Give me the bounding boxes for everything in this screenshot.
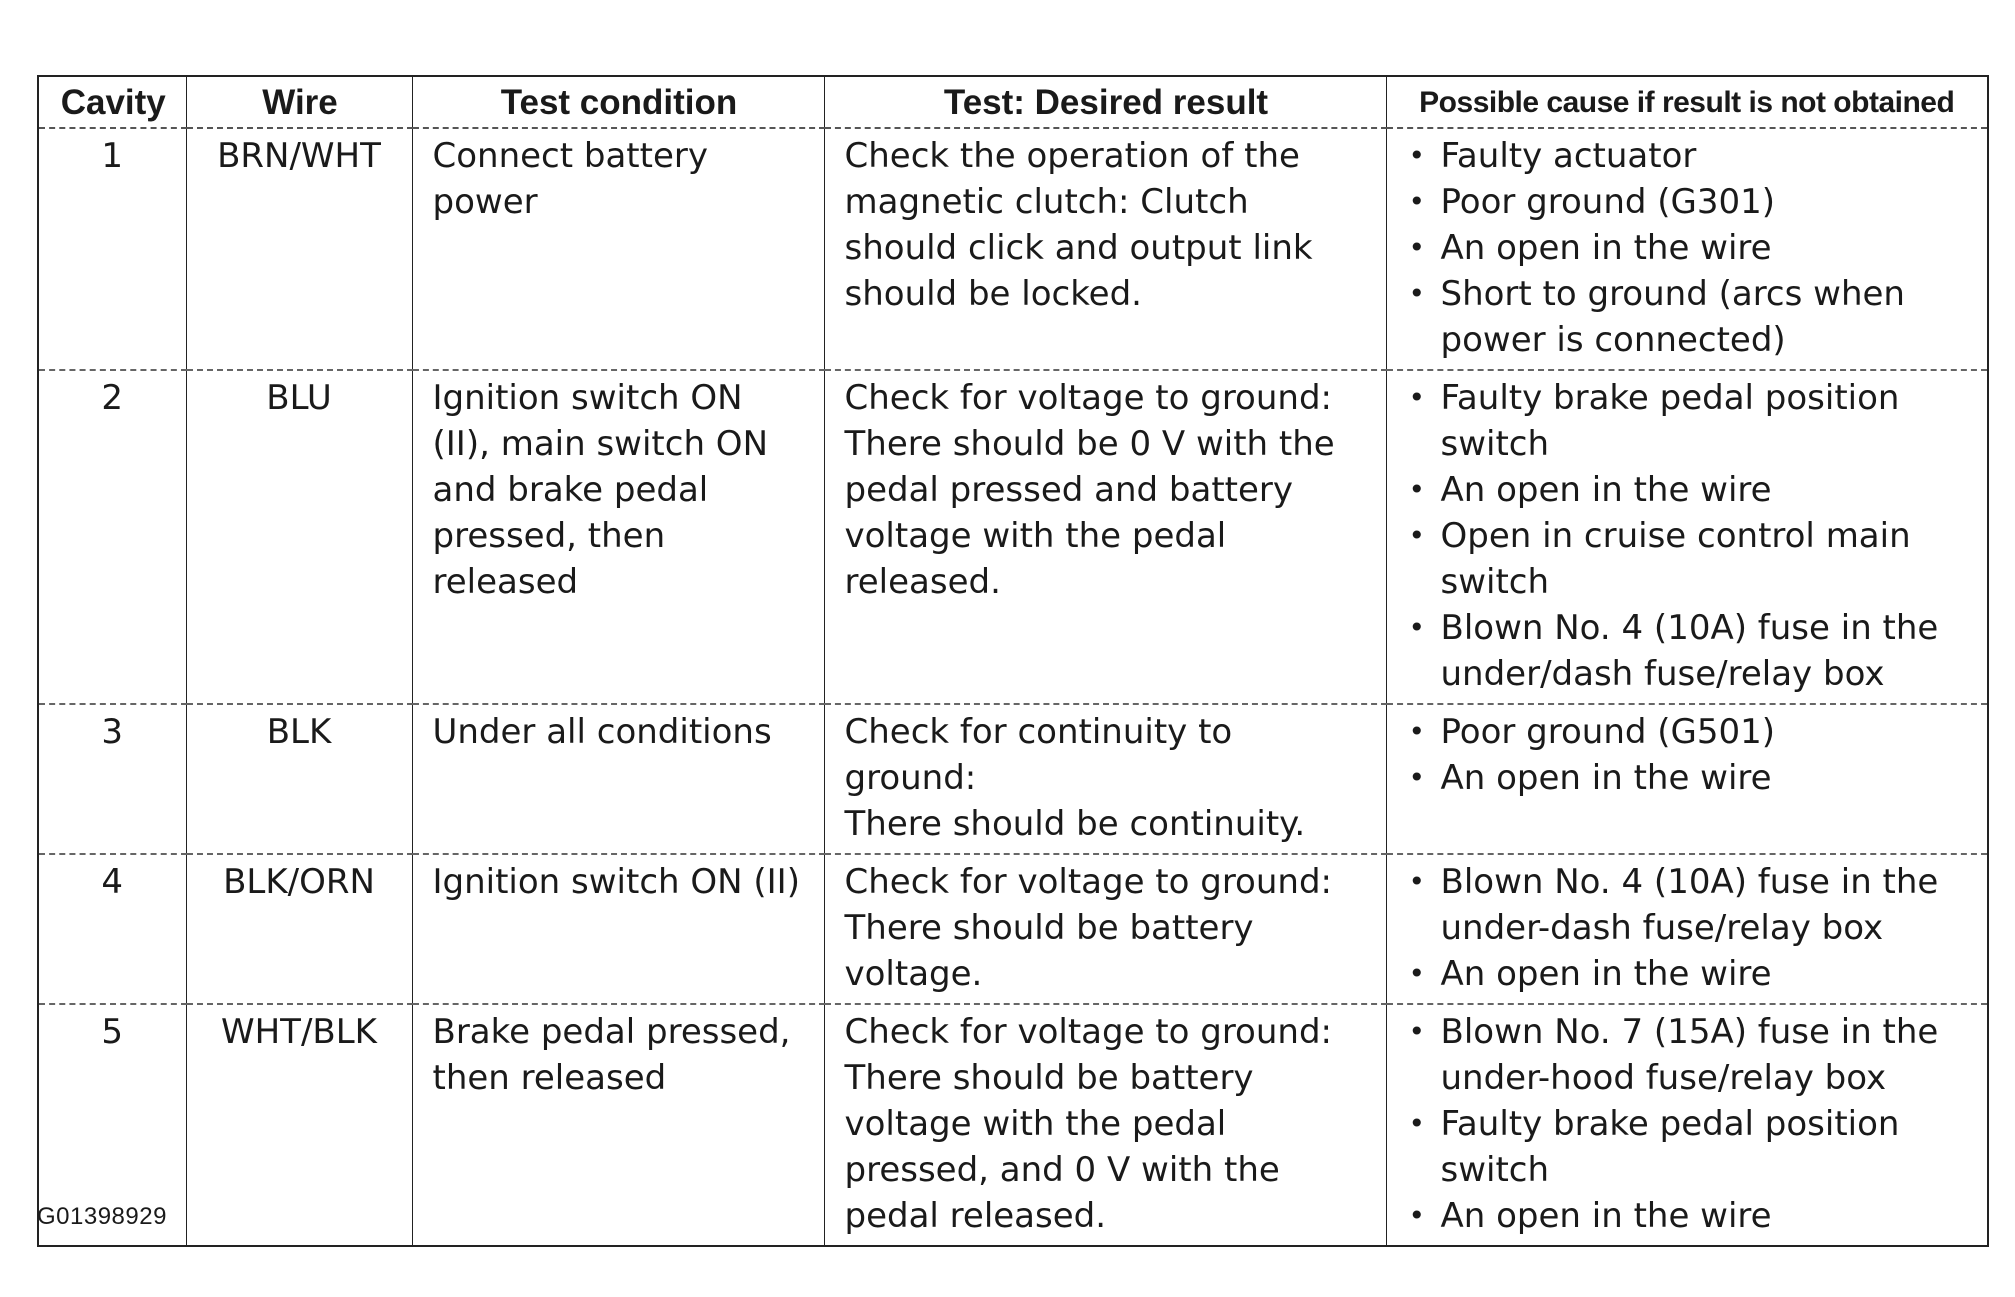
test-table bbox=[37, 75, 1989, 1247]
result-cell: Check the operation of the magnetic clutch: Clutch should click and output link should be locked. bbox=[824, 128, 1386, 370]
cause-list bbox=[1407, 859, 1970, 997]
condition-cell: Ignition switch ON (II) bbox=[412, 854, 824, 1004]
cause-item: • Faulty brake pedal position switch bbox=[1407, 1101, 1970, 1193]
header-desired-result: Test: Desired result bbox=[824, 76, 1386, 128]
table-row bbox=[38, 704, 1988, 854]
cavity-cell: 2 bbox=[38, 370, 186, 704]
cause-item: • Faulty brake pedal position switch bbox=[1407, 375, 1970, 467]
wire-cell: BRN/WHT bbox=[186, 128, 412, 370]
wire-cell: BLK/ORN bbox=[186, 854, 412, 1004]
cause-item: • An open in the wire bbox=[1407, 755, 1970, 801]
cause-item: • An open in the wire bbox=[1407, 1193, 1970, 1239]
cavity-cell: 3 bbox=[38, 704, 186, 854]
condition-cell: Connect battery power bbox=[412, 128, 824, 370]
cause-item: • Open in cruise control main switch bbox=[1407, 513, 1970, 605]
figure-id: G01398929 bbox=[37, 1203, 167, 1230]
header-possible-cause: Possible cause if result is not obtained bbox=[1386, 76, 1988, 128]
cause-item: • Blown No. 7 (15A) fuse in the under-hood fuse/relay box bbox=[1407, 1009, 1970, 1101]
result-cell: Check for voltage to ground: There should be battery voltage. bbox=[824, 854, 1386, 1004]
cause-cell bbox=[1386, 128, 1988, 370]
cause-list bbox=[1407, 1009, 1970, 1239]
table-row bbox=[38, 1004, 1988, 1246]
cause-cell bbox=[1386, 854, 1988, 1004]
wire-cell: BLK bbox=[186, 704, 412, 854]
cause-item: • Blown No. 4 (10A) fuse in the under/dash fuse/relay box bbox=[1407, 605, 1970, 697]
header-row bbox=[38, 76, 1988, 128]
cause-list bbox=[1407, 375, 1970, 697]
header-test-condition: Test condition bbox=[412, 76, 824, 128]
result-cell: Check for voltage to ground: There should be battery voltage with the pedal pressed, and 0 V with the pedal released. bbox=[824, 1004, 1386, 1246]
result-cell bbox=[824, 704, 1386, 854]
result-line: Check for continuity to ground: bbox=[844, 712, 1233, 798]
cause-cell bbox=[1386, 704, 1988, 854]
cause-item: • Poor ground (G501) bbox=[1407, 709, 1970, 755]
result-line: There should be continuity. bbox=[844, 804, 1306, 844]
condition-cell: Under all conditions bbox=[412, 704, 824, 854]
table-row bbox=[38, 854, 1988, 1004]
cause-cell bbox=[1386, 1004, 1988, 1246]
result-cell: Check for voltage to ground: There should be 0 V with the pedal pressed and battery voltage with the pedal released. bbox=[824, 370, 1386, 704]
table-row bbox=[38, 370, 1988, 704]
cause-item: • Blown No. 4 (10A) fuse in the under-dash fuse/relay box bbox=[1407, 859, 1970, 951]
cause-item: • Faulty actuator bbox=[1407, 133, 1970, 179]
header-wire: Wire bbox=[186, 76, 412, 128]
cause-item: • An open in the wire bbox=[1407, 225, 1970, 271]
header-cavity: Cavity bbox=[38, 76, 186, 128]
table-row bbox=[38, 128, 1988, 370]
cause-list bbox=[1407, 709, 1970, 801]
wire-cell: BLU bbox=[186, 370, 412, 704]
cause-item: • Poor ground (G301) bbox=[1407, 179, 1970, 225]
cause-list bbox=[1407, 133, 1970, 363]
cavity-cell: 5 bbox=[38, 1004, 186, 1246]
cavity-cell: 4 bbox=[38, 854, 186, 1004]
cause-cell bbox=[1386, 370, 1988, 704]
condition-cell: Ignition switch ON (II), main switch ON and brake pedal pressed, then released bbox=[412, 370, 824, 704]
condition-cell: Brake pedal pressed, then released bbox=[412, 1004, 824, 1246]
cause-item: • An open in the wire bbox=[1407, 951, 1970, 997]
cause-item: • An open in the wire bbox=[1407, 467, 1970, 513]
cause-item: • Short to ground (arcs when power is connected) bbox=[1407, 271, 1970, 363]
cavity-cell: 1 bbox=[38, 128, 186, 370]
wire-cell: WHT/BLK bbox=[186, 1004, 412, 1246]
